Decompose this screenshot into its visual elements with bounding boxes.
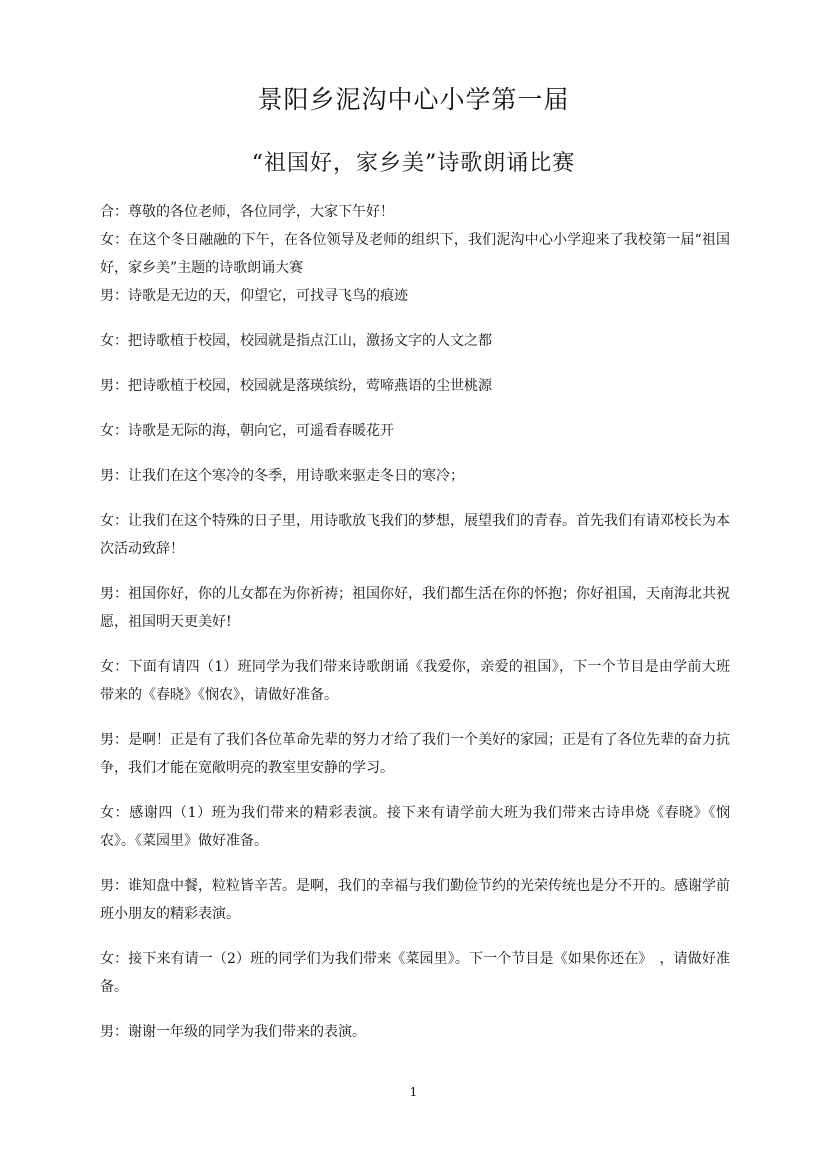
paragraph: 男：谁知盘中餐，粒粒皆辛苦。是啊，我们的幸福与我们勤俭节约的光荣传统也是分不开的。感谢学前班小朋友的精彩表演。 (100, 878, 730, 922)
page-number: 1 (409, 1085, 418, 1099)
paragraph: 女：下面有请四（1）班同学为我们带来诗歌朗诵《我爱你，亲爱的祖国》，下一个节目是由学前大班带来的《春晓》《悯农》，请做好准备。 (100, 659, 730, 703)
paragraph: 男：祖国你好，你的儿女都在为你祈祷；祖国你好，我们都生活在你的怀抱；你好祖国，天南海北共祝愿，祖国明天更美好! (100, 586, 730, 630)
paragraph: 男：是啊！正是有了我们各位革命先辈的努力才给了我们一个美好的家园；正是有了各位先辈的奋力抗争，我们才能在宽敞明亮的教室里安静的学习。 (100, 732, 730, 776)
document-body (100, 198, 730, 1046)
document-title: 景阳乡泥沟中心小学第一届 (257, 85, 570, 114)
document-subtitle: “祖国好，家乡美”诗歌朗诵比赛 (251, 151, 576, 176)
paragraph: 男：让我们在这个寒冷的冬季，用诗歌来驱走冬日的寒冷； (100, 468, 464, 484)
paragraph: 女：把诗歌植于校园，校园就是指点江山，激扬文字的人文之都 (100, 333, 492, 349)
paragraph: 男：谢谢一年级的同学为我们带来的表演。 (100, 1024, 366, 1040)
paragraph: 男：诗歌是无边的天，仰望它，可找寻飞鸟的痕迹 (100, 288, 408, 304)
paragraph: 女：在这个冬日融融的下午，在各位领导及老师的组织下，我们泥沟中心小学迎来了我校第一届“祖国好，家乡美”主题的诗歌朗诵大赛 (100, 232, 730, 276)
paragraph: 女：接下来有请一（2）班的同学们为我们带来《菜园里》。下一个节目是《如果你还在》 ，请做好准备。 (100, 951, 730, 995)
paragraph: 女：感谢四（1）班为我们带来的精彩表演。接下来有请学前大班为我们带来古诗串烧《春晓》《悯农》。《菜园里》做好准备。 (100, 805, 730, 849)
paragraph: 女：诗歌是无际的海，朝向它，可遥看春暖花开 (100, 423, 394, 439)
paragraph: 男：把诗歌植于校园，校园就是落瑛缤纷，莺啼燕语的尘世桃源 (100, 378, 492, 394)
paragraph: 女：让我们在这个特殊的日子里，用诗歌放飞我们的梦想，展望我们的青春。首先我们有请邓校长为本次活动致辞！ (100, 513, 730, 557)
paragraph: 合：尊敬的各位老师，各位同学，大家下午好！ (100, 204, 394, 220)
